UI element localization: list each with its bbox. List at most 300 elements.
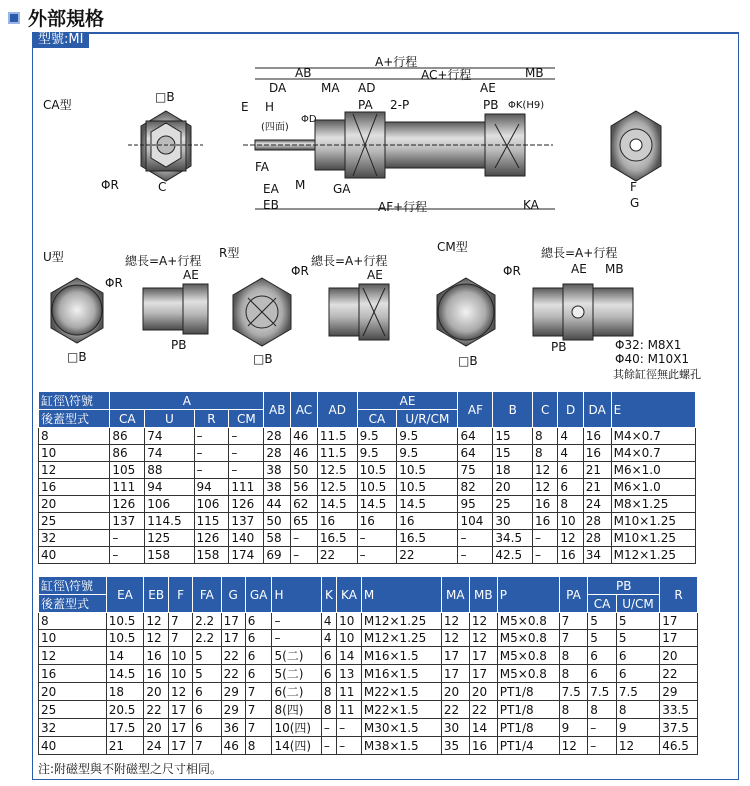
table-cell: 50 xyxy=(291,462,318,479)
table-cell: 7 xyxy=(245,701,272,719)
table-row xyxy=(39,547,696,564)
t2-h-r: R xyxy=(660,577,698,613)
table-cell: 11 xyxy=(337,683,362,701)
table-cell: 20.5 xyxy=(106,701,144,719)
table-cell: – xyxy=(357,530,397,547)
page-title xyxy=(8,4,104,31)
table-cell: 9.5 xyxy=(357,428,397,445)
table-cell: – xyxy=(194,445,229,462)
label-r-total: 總長=A+行程 xyxy=(311,254,388,268)
table-cell: 158 xyxy=(145,547,194,564)
table-cell: 88 xyxy=(145,462,194,479)
table-cell: – xyxy=(291,530,318,547)
r-side xyxy=(329,288,359,336)
table-cell: 12 xyxy=(441,630,469,647)
table-cell: 20 xyxy=(144,719,169,737)
table-cell: 8 xyxy=(245,737,272,755)
table-cell: 2.2 xyxy=(193,630,222,647)
table-cell: 111 xyxy=(229,479,264,496)
table-cell: 10 xyxy=(337,630,362,647)
table-cell: 140 xyxy=(229,530,264,547)
label-r-b: □B xyxy=(253,352,273,366)
table-cell: 4 xyxy=(321,613,336,630)
table-cell: 34.5 xyxy=(493,530,533,547)
table-cell: 16 xyxy=(533,513,558,530)
table-cell: 46 xyxy=(221,737,245,755)
table-cell: 8 xyxy=(588,701,617,719)
table-cell: 8 xyxy=(533,428,558,445)
table-cell: – xyxy=(321,737,336,755)
table-row xyxy=(39,630,698,647)
table-cell: 6 xyxy=(193,719,222,737)
label-mb: MB xyxy=(525,66,544,80)
table-cell: 10 xyxy=(39,445,110,462)
table-cell: 12 xyxy=(169,683,193,701)
table-cell: 10.5 xyxy=(357,462,397,479)
table-cell: 137 xyxy=(110,513,145,530)
table-cell: 8 xyxy=(559,701,588,719)
label-fa: FA xyxy=(255,160,270,174)
table-cell: 35 xyxy=(441,737,469,755)
table-cell: M16×1.5 xyxy=(361,647,441,665)
table-cell: 15 xyxy=(493,428,533,445)
table-cell: 16 xyxy=(533,496,558,513)
table-cell: 32 xyxy=(39,719,107,737)
table-cell: M5×0.8 xyxy=(497,647,559,665)
t2-h-bore: 缸徑\符號 xyxy=(39,577,107,595)
table-cell: – xyxy=(337,737,362,755)
table-cell: 8 xyxy=(559,665,588,683)
table-cell: M10×1.25 xyxy=(611,513,695,530)
table-row xyxy=(39,479,696,496)
table-cell: – xyxy=(357,547,397,564)
label-ka: KA xyxy=(523,198,539,212)
label-u-pb: PB xyxy=(171,338,187,352)
table-cell: 42.5 xyxy=(493,547,533,564)
table-cell: 137 xyxy=(229,513,264,530)
t1-h-cover: 後蓋型式 xyxy=(39,410,110,428)
table-cell: 12 xyxy=(558,530,583,547)
table-cell: 20 xyxy=(493,479,533,496)
table-cell: 7 xyxy=(559,613,588,630)
table-cell: 20 xyxy=(39,683,107,701)
label-cm-b: □B xyxy=(458,354,478,368)
table-cell: 5 xyxy=(588,613,617,630)
table-cell: 74 xyxy=(145,445,194,462)
table-cell: 17 xyxy=(660,613,698,630)
table-cell: 8(四) xyxy=(272,701,321,719)
label-ad: AD xyxy=(358,81,376,95)
table-cell: 17 xyxy=(660,630,698,647)
t1-sub-u: U xyxy=(145,410,194,428)
table-cell: 16 xyxy=(583,428,611,445)
table-cell: 9 xyxy=(559,719,588,737)
t1-sub-ae-ca: CA xyxy=(357,410,397,428)
table-cell: M4×0.7 xyxy=(611,428,695,445)
table-cell: 5 xyxy=(193,647,222,665)
table-cell: 105 xyxy=(110,462,145,479)
dimension-table-2 xyxy=(38,576,698,755)
table-cell: 10.5 xyxy=(397,479,458,496)
table-cell: 6 xyxy=(245,613,272,630)
label-ab: AB xyxy=(295,66,312,80)
table-cell: 14.5 xyxy=(357,496,397,513)
table-cell: 104 xyxy=(458,513,493,530)
table-cell: 106 xyxy=(194,496,229,513)
table-cell: 4 xyxy=(558,445,583,462)
label-cm-note3: 其餘缸徑無此螺孔 xyxy=(613,368,701,381)
label-u-ae: AE xyxy=(183,268,199,282)
table-cell: 17 xyxy=(169,719,193,737)
table-row xyxy=(39,428,696,445)
table-cell: 17 xyxy=(221,613,245,630)
label-r-phi-r: ΦR xyxy=(291,264,309,278)
table-cell: 8 xyxy=(558,496,583,513)
table-cell: M12×1.25 xyxy=(611,547,695,564)
dimension-table-1 xyxy=(38,391,696,564)
table-cell: 21 xyxy=(583,462,611,479)
label-u-b: □B xyxy=(67,350,87,364)
table-cell: 56 xyxy=(291,479,318,496)
table-cell: 16 xyxy=(357,513,397,530)
table-cell: M38×1.5 xyxy=(361,737,441,755)
table-cell: 20 xyxy=(144,683,169,701)
t1-h-bore: 缸徑\符號 xyxy=(39,392,110,410)
table-row xyxy=(39,530,696,547)
table-cell: 16 xyxy=(144,665,169,683)
table-cell: 20 xyxy=(441,683,469,701)
table-cell: 24 xyxy=(144,737,169,755)
t2-h-ea: EA xyxy=(106,577,144,613)
table-cell: 33.5 xyxy=(660,701,698,719)
label-hex: (四面) xyxy=(261,122,289,133)
title-text: 外部規格 xyxy=(28,8,105,30)
t2-h-pa: PA xyxy=(559,577,588,613)
table-cell: 126 xyxy=(110,496,145,513)
table-cell: 95 xyxy=(458,496,493,513)
t2-h-h: H xyxy=(272,577,321,613)
table-cell: 50 xyxy=(264,513,291,530)
table-cell: – xyxy=(194,428,229,445)
table-cell: 11.5 xyxy=(317,445,357,462)
table-cell: 6 xyxy=(616,665,659,683)
t1-h-b: B xyxy=(493,392,533,428)
label-2p: 2-P xyxy=(390,98,410,112)
table-cell: M5×0.8 xyxy=(497,665,559,683)
table-cell: 7 xyxy=(245,719,272,737)
table-cell: 6 xyxy=(588,665,617,683)
u-side xyxy=(143,288,183,330)
table-cell: 25 xyxy=(39,513,110,530)
table-cell: 4 xyxy=(321,630,336,647)
table-cell: 40 xyxy=(39,737,107,755)
table-cell: 25 xyxy=(493,496,533,513)
label-af-stroke: AF+行程 xyxy=(378,200,428,214)
table-cell: 7.5 xyxy=(616,683,659,701)
label-cm-type: CM型 xyxy=(437,240,468,254)
table-cell: 12 xyxy=(39,462,110,479)
label-m: M xyxy=(295,178,306,192)
table-cell: 174 xyxy=(229,547,264,564)
table-cell: 12 xyxy=(559,737,588,755)
table-cell: M30×1.5 xyxy=(361,719,441,737)
label-cm-note2: Φ40: M10X1 xyxy=(615,352,690,366)
table-cell: 6 xyxy=(616,647,659,665)
t2-h-g: G xyxy=(221,577,245,613)
table-cell: 30 xyxy=(441,719,469,737)
table-cell: 10.5 xyxy=(397,462,458,479)
table-row xyxy=(39,647,698,665)
table-cell: 14.5 xyxy=(106,665,144,683)
table-cell: 16 xyxy=(39,665,107,683)
t2-h-fa: FA xyxy=(193,577,222,613)
table-cell: 12 xyxy=(144,630,169,647)
table-cell: 21 xyxy=(583,479,611,496)
table-cell: 46 xyxy=(291,445,318,462)
table-cell: 38 xyxy=(264,462,291,479)
title-bullet xyxy=(8,12,20,24)
table-cell: 12 xyxy=(469,630,497,647)
table-cell: 7 xyxy=(245,683,272,701)
table-cell: 17 xyxy=(169,737,193,755)
table-cell: M4×0.7 xyxy=(611,445,695,462)
t1-sub-ae-urcm: U/R/CM xyxy=(397,410,458,428)
t1-h-da: DA xyxy=(583,392,611,428)
table-cell: 12.5 xyxy=(317,462,357,479)
table-cell: 28 xyxy=(264,445,291,462)
label-ac-stroke: AC+行程 xyxy=(421,68,472,82)
table-cell: 6 xyxy=(245,647,272,665)
table-cell: 74 xyxy=(145,428,194,445)
table-cell: – xyxy=(272,630,321,647)
table-cell: 6 xyxy=(321,647,336,665)
table-cell: 58 xyxy=(264,530,291,547)
table-cell: 6(二) xyxy=(272,683,321,701)
table-cell: – xyxy=(110,530,145,547)
t2-sub-pb-ca: CA xyxy=(588,595,617,613)
table-cell: 126 xyxy=(194,530,229,547)
table-cell: 22 xyxy=(469,701,497,719)
table-cell: 115 xyxy=(194,513,229,530)
table-cell: 46.5 xyxy=(660,737,698,755)
table-cell: – xyxy=(588,737,617,755)
t1-body xyxy=(39,428,696,564)
table-cell: 29 xyxy=(660,683,698,701)
table-cell: 10.5 xyxy=(357,479,397,496)
table-cell: 5(二) xyxy=(272,665,321,683)
label-ae: AE xyxy=(480,81,496,95)
table-row xyxy=(39,613,698,630)
table-cell: 12.5 xyxy=(317,479,357,496)
table-cell: 9.5 xyxy=(357,445,397,462)
table-cell: 8 xyxy=(321,701,336,719)
label-a-stroke: A+行程 xyxy=(375,55,418,69)
table-cell: 16 xyxy=(583,445,611,462)
t2-h-mb: MB xyxy=(469,577,497,613)
t2-h-ga: GA xyxy=(245,577,272,613)
drawing-svg xyxy=(33,48,738,388)
table-cell: M22×1.5 xyxy=(361,701,441,719)
table-row xyxy=(39,513,696,530)
table-cell: 16.5 xyxy=(397,530,458,547)
model-label: 型號:MI xyxy=(32,32,89,48)
table-row xyxy=(39,496,696,513)
table-cell: 12 xyxy=(616,737,659,755)
table-cell: 17 xyxy=(469,665,497,683)
table-cell: 29 xyxy=(221,701,245,719)
technical-drawing xyxy=(33,48,738,388)
table-cell: 114.5 xyxy=(145,513,194,530)
t2-h-m: M xyxy=(361,577,441,613)
label-phi-r: ΦR xyxy=(101,178,119,192)
table-cell: 38 xyxy=(264,479,291,496)
table-cell: 10 xyxy=(337,613,362,630)
table-cell: 17 xyxy=(169,701,193,719)
table-cell: 7 xyxy=(193,737,222,755)
table-cell: 20 xyxy=(469,683,497,701)
label-cm-pb: PB xyxy=(551,340,567,354)
table-cell: 94 xyxy=(194,479,229,496)
table-cell: 2.2 xyxy=(193,613,222,630)
table-cell: 18 xyxy=(493,462,533,479)
table-cell: M6×1.0 xyxy=(611,479,695,496)
t1-h-ac: AC xyxy=(291,392,318,428)
table-cell: 12 xyxy=(533,462,558,479)
t2-h-ma: MA xyxy=(441,577,469,613)
label-c: C xyxy=(158,180,167,194)
table-row xyxy=(39,462,696,479)
table-cell: 126 xyxy=(229,496,264,513)
label-r-type: R型 xyxy=(219,246,240,260)
table-cell: 10 xyxy=(558,513,583,530)
label-ca-type: CA型 xyxy=(43,98,72,112)
table-cell: 13 xyxy=(337,665,362,683)
table-cell: 5 xyxy=(588,630,617,647)
table-cell: 12 xyxy=(441,613,469,630)
table-cell: 14(四) xyxy=(272,737,321,755)
table-cell: 12 xyxy=(469,613,497,630)
table-cell: 17 xyxy=(221,630,245,647)
table-cell: M10×1.25 xyxy=(611,530,695,547)
table-cell: 16 xyxy=(469,737,497,755)
label-phi-d: ΦD xyxy=(301,114,317,125)
table-cell: 14.5 xyxy=(317,496,357,513)
label-cm-total: 總長=A+行程 xyxy=(541,246,618,260)
table-cell: 29 xyxy=(221,683,245,701)
table-cell: 32 xyxy=(39,530,110,547)
table-cell: 10 xyxy=(39,630,107,647)
table-cell: PT1/4 xyxy=(497,737,559,755)
t1-sub-ca: CA xyxy=(110,410,145,428)
table-cell: 6 xyxy=(245,665,272,683)
table-cell: M12×1.25 xyxy=(361,613,441,630)
label-box-b: □B xyxy=(155,90,175,104)
t1-h-e: E xyxy=(611,392,695,428)
label-pa: PA xyxy=(358,98,373,112)
table-row xyxy=(39,683,698,701)
table-cell: 69 xyxy=(264,547,291,564)
table-row xyxy=(39,701,698,719)
table-cell: 28 xyxy=(583,530,611,547)
label-u-type: U型 xyxy=(43,250,64,264)
table-cell: 5 xyxy=(193,665,222,683)
table-cell: 125 xyxy=(145,530,194,547)
table-cell: 17 xyxy=(441,665,469,683)
label-ga: GA xyxy=(333,182,351,196)
t2-sub-pb-ucm: U/CM xyxy=(616,595,659,613)
table-cell: – xyxy=(229,462,264,479)
table-cell: 40 xyxy=(39,547,110,564)
t1-sub-cm: CM xyxy=(229,410,264,428)
label-cm-note1: Φ32: M8X1 xyxy=(615,338,682,352)
table-cell: 24 xyxy=(583,496,611,513)
table-cell: 8 xyxy=(39,613,107,630)
table-cell: – xyxy=(337,719,362,737)
label-ma: MA xyxy=(321,81,340,95)
t1-h-c: C xyxy=(533,392,558,428)
table-cell: 9.5 xyxy=(397,428,458,445)
table-cell: 7 xyxy=(169,613,193,630)
table-cell: 15 xyxy=(493,445,533,462)
table-cell: 46 xyxy=(291,428,318,445)
label-cm-phi-r: ΦR xyxy=(503,264,521,278)
t2-h-eb: EB xyxy=(144,577,169,613)
table-cell: M12×1.25 xyxy=(361,630,441,647)
table-cell: 22 xyxy=(660,665,698,683)
table-cell: 65 xyxy=(291,513,318,530)
t1-h-ab: AB xyxy=(264,392,291,428)
table-cell: 4 xyxy=(558,428,583,445)
table-cell: – xyxy=(194,462,229,479)
table-cell: – xyxy=(533,530,558,547)
table-cell: 7 xyxy=(169,630,193,647)
table-cell: M22×1.5 xyxy=(361,683,441,701)
table-cell: 94 xyxy=(145,479,194,496)
table-cell: 10(四) xyxy=(272,719,321,737)
table-cell: M5×0.8 xyxy=(497,613,559,630)
label-r-ae: AE xyxy=(367,268,383,282)
table-cell: 16 xyxy=(317,513,357,530)
table-cell: – xyxy=(458,530,493,547)
label-f: F xyxy=(630,180,637,194)
table-cell: 22 xyxy=(317,547,357,564)
table-cell: 64 xyxy=(458,445,493,462)
table-cell: – xyxy=(110,547,145,564)
table-cell: 7.5 xyxy=(588,683,617,701)
table-cell: 16 xyxy=(144,647,169,665)
label-eb: EB xyxy=(263,198,279,212)
t2-h-pb: PB xyxy=(588,577,660,595)
t1-sub-r: R xyxy=(194,410,229,428)
table-cell: 28 xyxy=(264,428,291,445)
table-cell: – xyxy=(229,428,264,445)
table-cell: 10 xyxy=(169,647,193,665)
table-cell: – xyxy=(291,547,318,564)
footnote: 注:附磁型與不附磁型之尺寸相同。 xyxy=(38,762,223,776)
table-cell: – xyxy=(588,719,617,737)
table-cell: 158 xyxy=(194,547,229,564)
table-cell: 11 xyxy=(337,701,362,719)
table-cell: 12 xyxy=(144,613,169,630)
t1-h-d: D xyxy=(558,392,583,428)
table-cell: 28 xyxy=(583,513,611,530)
table-cell: – xyxy=(321,719,336,737)
t2-h-ka: KA xyxy=(337,577,362,613)
t2-h-f: F xyxy=(169,577,193,613)
table-cell: 22 xyxy=(441,701,469,719)
table-cell: 8 xyxy=(559,647,588,665)
t1-h-af: AF xyxy=(458,392,493,428)
